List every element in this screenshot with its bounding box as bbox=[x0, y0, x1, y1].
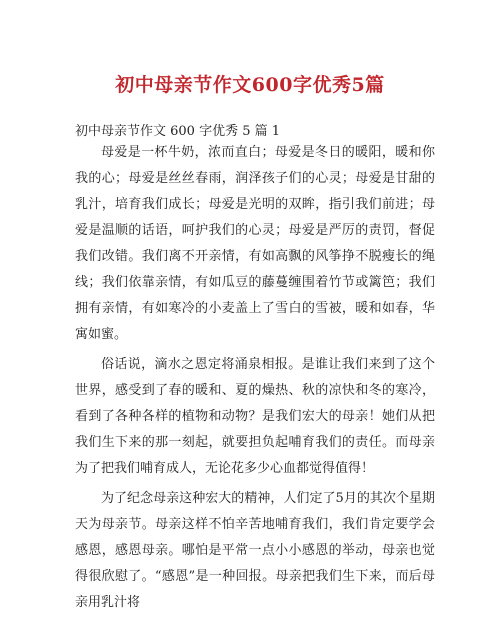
paragraph: 俗话说，滴水之恩定将涌泉相报。是谁让我们来到了这个世界，感受到了春的暖和、夏的燥热、秋的凉快和冬的寒冷，看到了各种各样的植物和动物？是我们宏大的母亲！她们从把我们生下来的那一刻起，就要担负起哺育我们的责任。而母亲为了把我们哺育成人，无论花多少心血都觉得值得！ bbox=[75, 357, 435, 476]
document-title: 初中母亲节作文600字优秀5篇 bbox=[115, 74, 385, 96]
paragraph: 为了纪念母亲这种宏大的精神，人们定了5月的其次个星期天为母亲节。母亲这样不怕辛苦地哺育我们，我们肯定要学会感恩，感恩母亲。哪怕是平常一点小小感恩的举动，母亲也觉得很欣慰了。“感恩”是一种回报。母亲把我们生下来，而后母亲用乳汁将 bbox=[75, 491, 435, 610]
essay-heading: 初中母亲节作文 600 字优秀 5 篇 1 bbox=[75, 124, 281, 139]
document-body bbox=[75, 140, 435, 620]
paragraph: 母爱是一杯牛奶，浓而直白；母爱是冬日的暖阳，暖和你我的心；母爱是丝丝春雨，润泽孩子们的心灵；母爱是甘甜的乳汁，培育我们成长；母爱是光明的双眸，指引我们前进；母爱是温顺的话语，呵护我们的心灵；母爱是严厉的责罚，督促我们改错。我们离不开亲情，有如高飘的风筝挣不脱瘦长的绳线；我们依靠亲情，有如瓜豆的藤蔓缠围着竹节或篱笆；我们拥有亲情，有如寒冷的小麦盖上了雪白的雪被，暖和如春，华寓如蜜。 bbox=[75, 145, 435, 342]
